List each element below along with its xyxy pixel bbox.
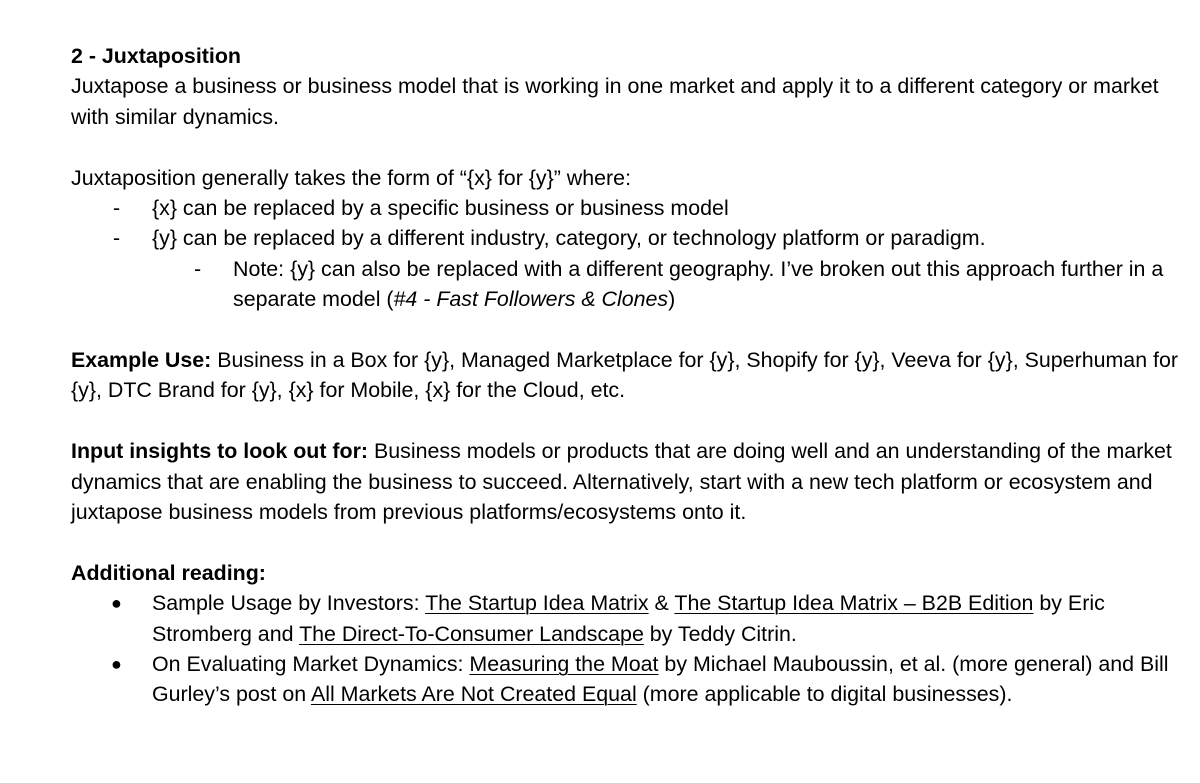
document-body <box>71 41 1181 710</box>
section-heading: 2 - Juxtaposition <box>71 44 241 68</box>
form-sentence: Juxtaposition generally takes the form of “{x} for {y}” where: <box>71 165 632 190</box>
link-all-markets-not-equal[interactable]: All Markets Are Not Created Equal <box>310 682 637 707</box>
example-use-label: Example Use: <box>71 348 212 373</box>
additional-reading-heading: Additional reading: <box>71 560 266 585</box>
list-item: ● On Evaluating Market Dynamics: Measuring the Moat by Michael Mauboussin, et al. (more general) and Bill Gurley’s post on All Markets Are Not Created Equal (more applicable to digital businesses). <box>71 649 1181 710</box>
list-item: - {y} can be replaced by a different industry, category, or technology platform or paradigm. <box>71 223 1181 253</box>
link-measuring-the-moat[interactable]: Measuring the Moat <box>469 652 659 677</box>
intro-paragraph: Juxtapose a business or business model that is working in one market and apply it to a different category or market with similar dynamics. <box>71 74 1159 129</box>
bullet-marker: ● <box>111 593 122 614</box>
input-insights-label: Input insights to look out for: <box>71 439 369 464</box>
example-use-paragraph: Example Use: Business in a Box for {y}, Managed Marketplace for {y}, Shopify for {y}, Veeva for {y}, Superhuman for {y}, DTC Brand for {y}, {x} for Mobile, {x} for the Cloud, etc. <box>71 348 1179 403</box>
input-insights-paragraph: Input insights to look out for: Business models or products that are doing well and an understanding of the market dynamics that are enabling the business to succeed. Alternatively, start with a new tech platform or ecosystem and juxtapose business models from previous platforms/ecosystems onto it. <box>71 439 1172 525</box>
dash-marker: - <box>113 226 121 251</box>
link-startup-idea-matrix-b2b[interactable]: The Startup Idea Matrix – B2B Edition <box>674 591 1034 616</box>
link-startup-idea-matrix[interactable]: The Startup Idea Matrix <box>425 591 649 616</box>
link-dtc-landscape[interactable]: The Direct-To-Consumer Landscape <box>299 621 644 646</box>
dash-marker: - <box>113 196 121 221</box>
dash-marker: - <box>194 256 202 281</box>
list-item: ● Sample Usage by Investors: The Startup Idea Matrix & The Startup Idea Matrix – B2B Edition by Eric Stromberg and The Direct-To-Consumer Landscape by Teddy Citrin. <box>71 588 1181 649</box>
bullet-marker: ● <box>111 654 122 675</box>
model-reference: #4 - Fast Followers & Clones <box>393 287 669 312</box>
sub-list-item-note: - Note: {y} can also be replaced with a different geography. I’ve broken out this approach further in a separate model (#4 - Fast Followers & Clones) <box>71 254 1181 315</box>
list-item: - {x} can be replaced by a specific business or business model <box>71 193 1181 223</box>
